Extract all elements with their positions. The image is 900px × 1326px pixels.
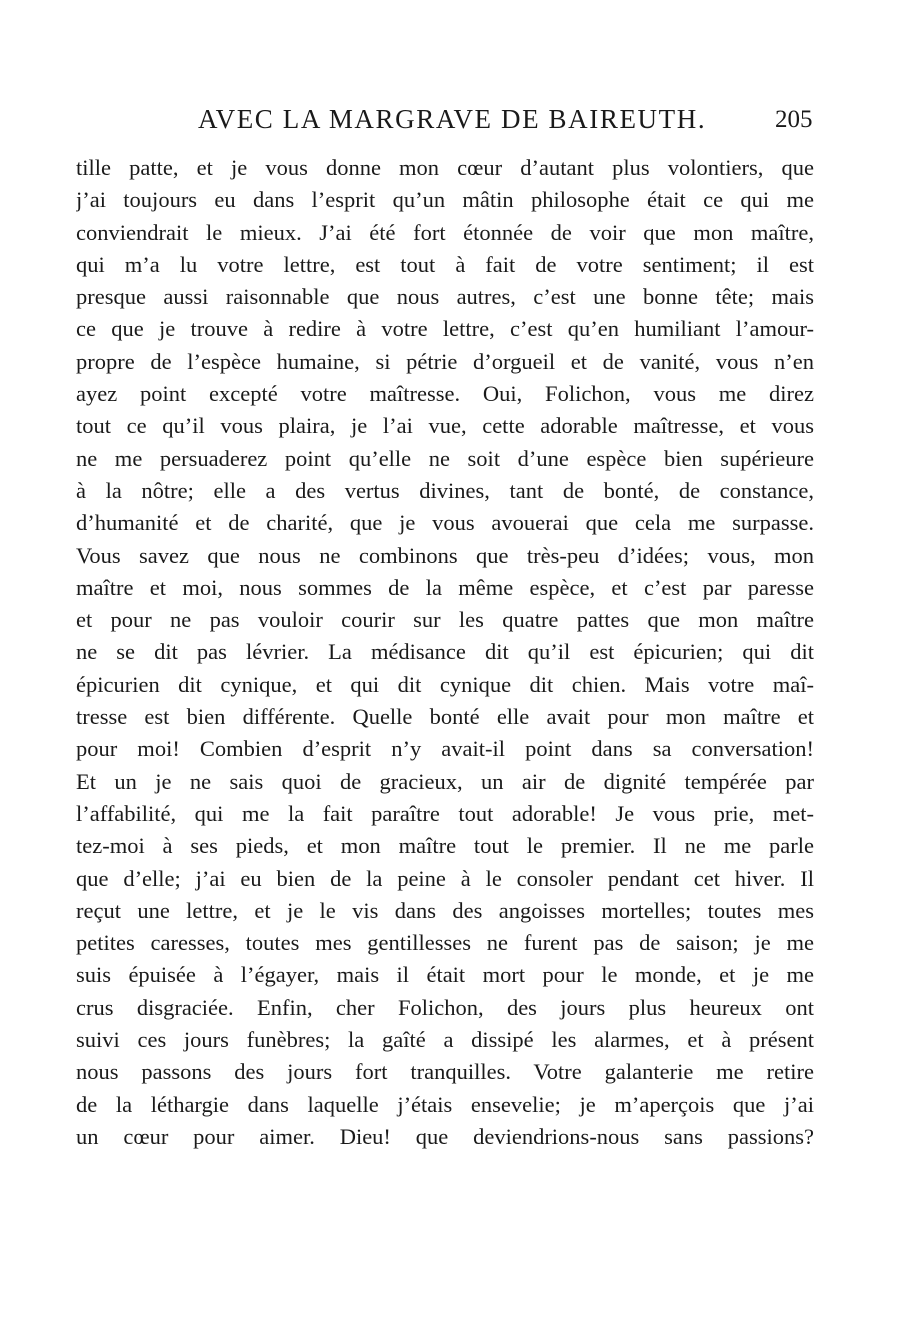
text-line: reçut une lettre, et je le vis dans des angoisses mortelles; toutes mes bbox=[76, 897, 814, 923]
text-line: un cœur pour aimer. Dieu! que deviendrions-nous sans passions? bbox=[76, 1123, 814, 1149]
text-line: à la nôtre; elle a des vertus divines, tant de bonté, de constance, bbox=[76, 477, 814, 503]
text-line: propre de l’espèce humaine, si pétrie d’orgueil et de vanité, vous n’en bbox=[76, 348, 814, 374]
page-number: 205 bbox=[775, 106, 813, 133]
text-line: tez-moi à ses pieds, et mon maître tout le premier. Il ne me parle bbox=[76, 833, 814, 859]
running-head bbox=[0, 104, 900, 144]
text-line: ce que je trouve à redire à votre lettre, c’est qu’en humiliant l’amour- bbox=[76, 316, 814, 342]
text-line: tille patte, et je vous donne mon cœur d’autant plus volontiers, que bbox=[76, 155, 814, 180]
text-line: Et un je ne sais quoi de gracieux, un air de dignité tempérée par bbox=[76, 768, 814, 794]
text-line: pour moi! Combien d’esprit n’y avait-il point dans sa conversation! bbox=[76, 736, 814, 762]
text-line: maître et moi, nous sommes de la même espèce, et c’est par paresse bbox=[76, 574, 814, 600]
body-text bbox=[76, 152, 814, 1153]
text-line: de la léthargie dans laquelle j’étais ensevelie; je m’aperçois que j’ai bbox=[76, 1091, 814, 1117]
text-line: l’affabilité, qui me la fait paraître tout adorable! Je vous prie, met- bbox=[76, 800, 814, 826]
text-line: d’humanité et de charité, que je vous avouerai que cela me surpasse. bbox=[76, 510, 814, 536]
text-line: petites caresses, toutes mes gentillesses ne furent pas de saison; je me bbox=[76, 930, 814, 956]
text-line: ne se dit pas lévrier. La médisance dit qu’il est épicurien; qui dit bbox=[76, 639, 814, 665]
text-line: nous passons des jours fort tranquilles. Votre galanterie me retire bbox=[76, 1059, 814, 1085]
running-title: AVEC LA MARGRAVE DE BAIREUTH. bbox=[198, 104, 707, 134]
text-line: presque aussi raisonnable que nous autres, c’est une bonne tête; mais bbox=[76, 284, 814, 310]
text-line: que d’elle; j’ai eu bien de la peine à le consoler pendant cet hiver. Il bbox=[76, 865, 814, 891]
text-line: ayez point excepté votre maîtresse. Oui, Folichon, vous me direz bbox=[76, 381, 814, 407]
text-line: épicurien dit cynique, et qui dit cynique dit chien. Mais votre maî- bbox=[76, 671, 814, 697]
text-line: crus disgraciée. Enfin, cher Folichon, des jours plus heureux ont bbox=[76, 994, 814, 1020]
text-line: suis épuisée à l’égayer, mais il était mort pour le monde, et je me bbox=[76, 962, 814, 988]
text-line: Vous savez que nous ne combinons que très-peu d’idées; vous, mon bbox=[76, 542, 814, 568]
text-line: tout ce qu’il vous plaira, je l’ai vue, cette adorable maîtresse, et vous bbox=[76, 413, 814, 439]
text-line: conviendrait le mieux. J’ai été fort étonnée de voir que mon maître, bbox=[76, 219, 814, 245]
text-line: tresse est bien différente. Quelle bonté elle avait pour mon maître et bbox=[76, 704, 814, 730]
text-line: ne me persuaderez point qu’elle ne soit d’une espèce bien supérieure bbox=[76, 445, 814, 471]
text-line: suivi ces jours funèbres; la gaîté a dissipé les alarmes, et à présent bbox=[76, 1027, 814, 1053]
text-line: j’ai toujours eu dans l’esprit qu’un mâtin philosophe était ce qui me bbox=[76, 187, 814, 213]
text-line: et pour ne pas vouloir courir sur les quatre pattes que mon maître bbox=[76, 607, 814, 633]
text-line: qui m’a lu votre lettre, est tout à fait de votre sentiment; il est bbox=[76, 251, 814, 277]
